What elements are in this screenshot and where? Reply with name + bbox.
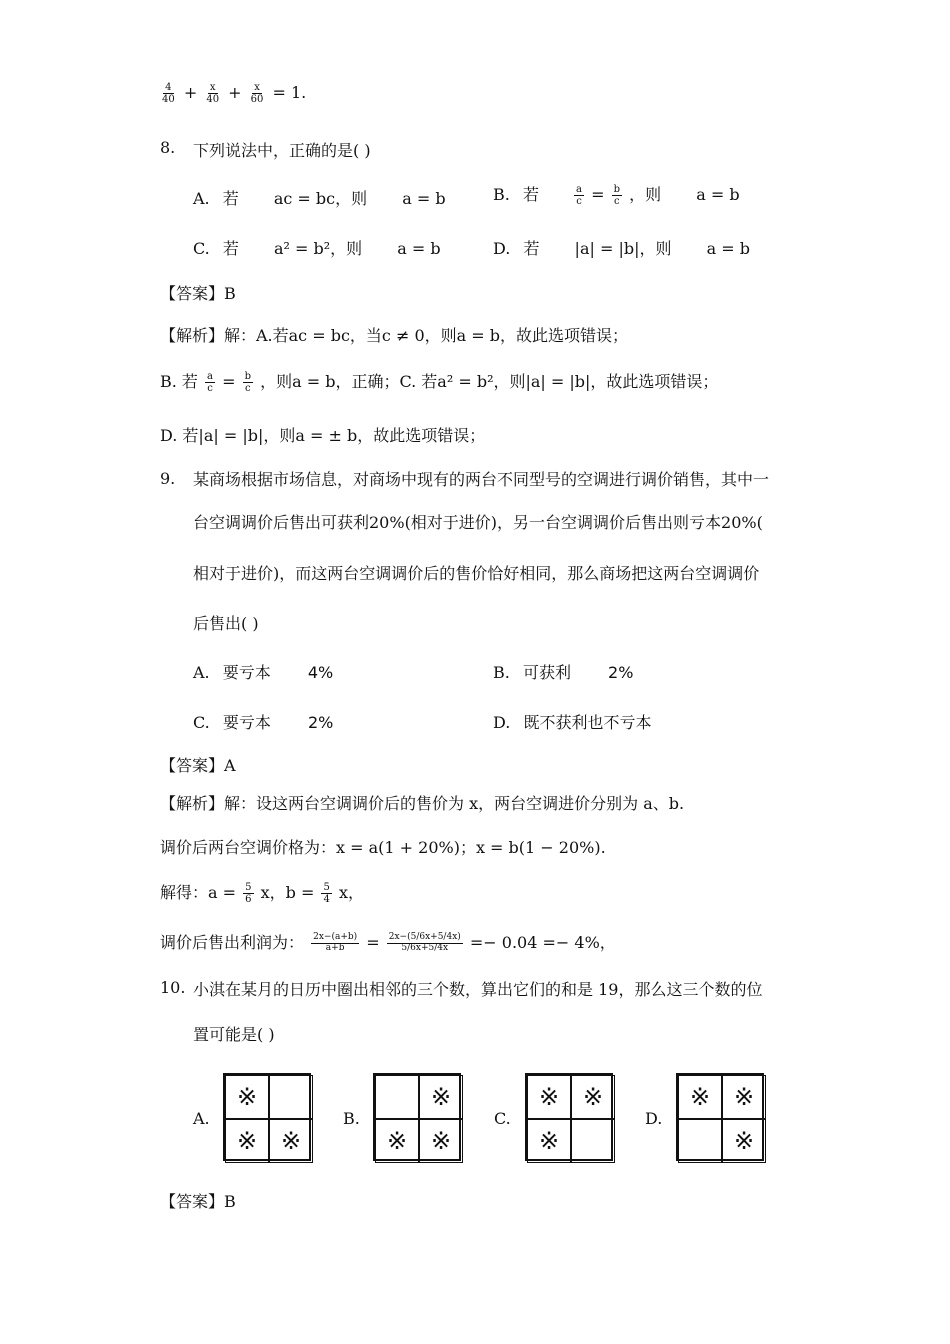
q9-option-b: B. 可获利 2%: [493, 663, 634, 682]
q9-line-3: 相对于进价)，而这两台空调调价后的售价恰好相同，那么商场把这两台空调调价: [193, 564, 760, 583]
q9-number: 9.: [160, 469, 176, 488]
q8-analysis-1: 【解析】解：A.若ac = bc，当c ≠ 0，则a = b，故此选项错误；: [160, 326, 629, 345]
q10-option-c-label: C.: [494, 1109, 511, 1128]
q10-number: 10.: [160, 978, 186, 997]
q8-number: 8.: [160, 138, 176, 157]
fraction: $\frac{a}{c}$: [207, 371, 213, 394]
fraction: $\frac{5}{4}$: [323, 882, 330, 905]
q8-analysis-3: D. 若|a| = |b|，则a = ± b，故此选项错误；: [160, 426, 486, 445]
q10-option-b-label: B.: [343, 1109, 360, 1128]
fraction: $\frac{2x-(5/6x+5/4x)}{5/6x+5/4x}$: [388, 932, 461, 953]
grid-cell-empty: [571, 1119, 615, 1163]
grid-cell-empty: [269, 1075, 313, 1119]
q8-option-b: B. 若 $\frac{a}{c}$ = $\frac{b}{c}$ ，则 a = b: [493, 184, 740, 207]
top-equation: $\frac{4}{40}$ + $\frac{x}{40}$ + $\frac{x}{60}$ = 1.: [162, 82, 307, 105]
fraction: $\frac{a}{c}$: [576, 184, 583, 207]
grid-cell-marked: ※: [527, 1075, 571, 1119]
grid-cell-marked: ※: [419, 1075, 463, 1119]
grid-cell-marked: ※: [225, 1119, 269, 1163]
q8-analysis-2: B. 若 $\frac{a}{c}$ = $\frac{b}{c}$ ，则a = b，正确；C. 若a² = b²，则|a| = |b|，故此选项错误；: [160, 371, 719, 394]
q9-answer: 【答案】A: [160, 756, 236, 775]
q8-option-d: D. 若 |a| = |b|，则 a = b: [493, 239, 750, 258]
grid-cell-marked: ※: [722, 1119, 766, 1163]
grid-cell-marked: ※: [722, 1075, 766, 1119]
q10-option-d-grid: [676, 1073, 764, 1161]
q9-analysis-3: 解得：a = $\frac{5}{6}$ x，b = $\frac{5}{4}$ x，: [160, 882, 364, 905]
q9-line-1: 某商场根据市场信息，对商场中现有的两台不同型号的空调进行调价销售，其中一: [193, 470, 770, 489]
q10-option-a-grid: [223, 1073, 311, 1161]
grid-cell-marked: ※: [527, 1119, 571, 1163]
q9-option-a: A. 要亏本 4%: [193, 663, 334, 682]
fraction: $\frac{b}{c}$: [613, 184, 621, 207]
q9-analysis-4: 调价后售出利润为： $\frac{2x-(a+b)}{a+b}$ = $\frac{2x-(5/6x+5/4x)}{5/6x+5/4x}$ =− 0.04 =− 4%，: [160, 932, 616, 953]
fraction: $\frac{x}{60}$: [250, 82, 264, 105]
q8-stem: 下列说法中，正确的是( ): [193, 141, 371, 160]
fraction: $\frac{b}{c}$: [244, 371, 251, 394]
fraction: $\frac{x}{40}$: [206, 82, 220, 105]
q9-line-2: 台空调调价后售出可获利20%(相对于进价)，另一台空调调价后售出则亏本20%(: [193, 513, 763, 532]
grid-cell-marked: ※: [269, 1119, 313, 1163]
q8-answer: 【答案】B: [160, 284, 236, 303]
q9-line-4: 后售出( ): [193, 614, 259, 633]
fraction: $\frac{5}{6}$: [245, 882, 252, 905]
q10-line-2: 置可能是( ): [193, 1025, 275, 1044]
q10-option-a-label: A.: [193, 1109, 210, 1128]
q9-option-d: D. 既不获利也不亏本: [493, 713, 652, 732]
fraction: $\frac{4}{40}$: [162, 82, 175, 105]
q8-option-c: C. 若 a² = b²，则 a = b: [193, 239, 441, 258]
grid-cell-empty: [375, 1075, 419, 1119]
grid-cell-marked: ※: [375, 1119, 419, 1163]
fraction: $\frac{2x-(a+b)}{a+b}$: [313, 932, 358, 953]
grid-cell-empty: [678, 1119, 722, 1163]
grid-cell-marked: ※: [678, 1075, 722, 1119]
grid-cell-marked: ※: [225, 1075, 269, 1119]
q10-answer: 【答案】B: [160, 1192, 236, 1211]
q8-option-a: A. 若 ac = bc，则 a = b: [193, 189, 446, 208]
q10-option-b-grid: [373, 1073, 461, 1161]
q9-analysis-1: 【解析】解：设这两台空调调价后的售价为 x，两台空调进价分别为 a、b.: [160, 794, 685, 813]
grid-cell-marked: ※: [419, 1119, 463, 1163]
q10-option-d-label: D.: [645, 1109, 663, 1128]
q9-analysis-2: 调价后两台空调价格为：x = a(1 + 20%)；x = b(1 − 20%).: [160, 838, 606, 857]
q9-option-c: C. 要亏本 2%: [193, 713, 334, 732]
grid-cell-marked: ※: [571, 1075, 615, 1119]
q10-line-1: 小淇在某月的日历中圈出相邻的三个数，算出它们的和是 19，那么这三个数的位: [193, 980, 763, 999]
q10-option-c-grid: [525, 1073, 613, 1161]
